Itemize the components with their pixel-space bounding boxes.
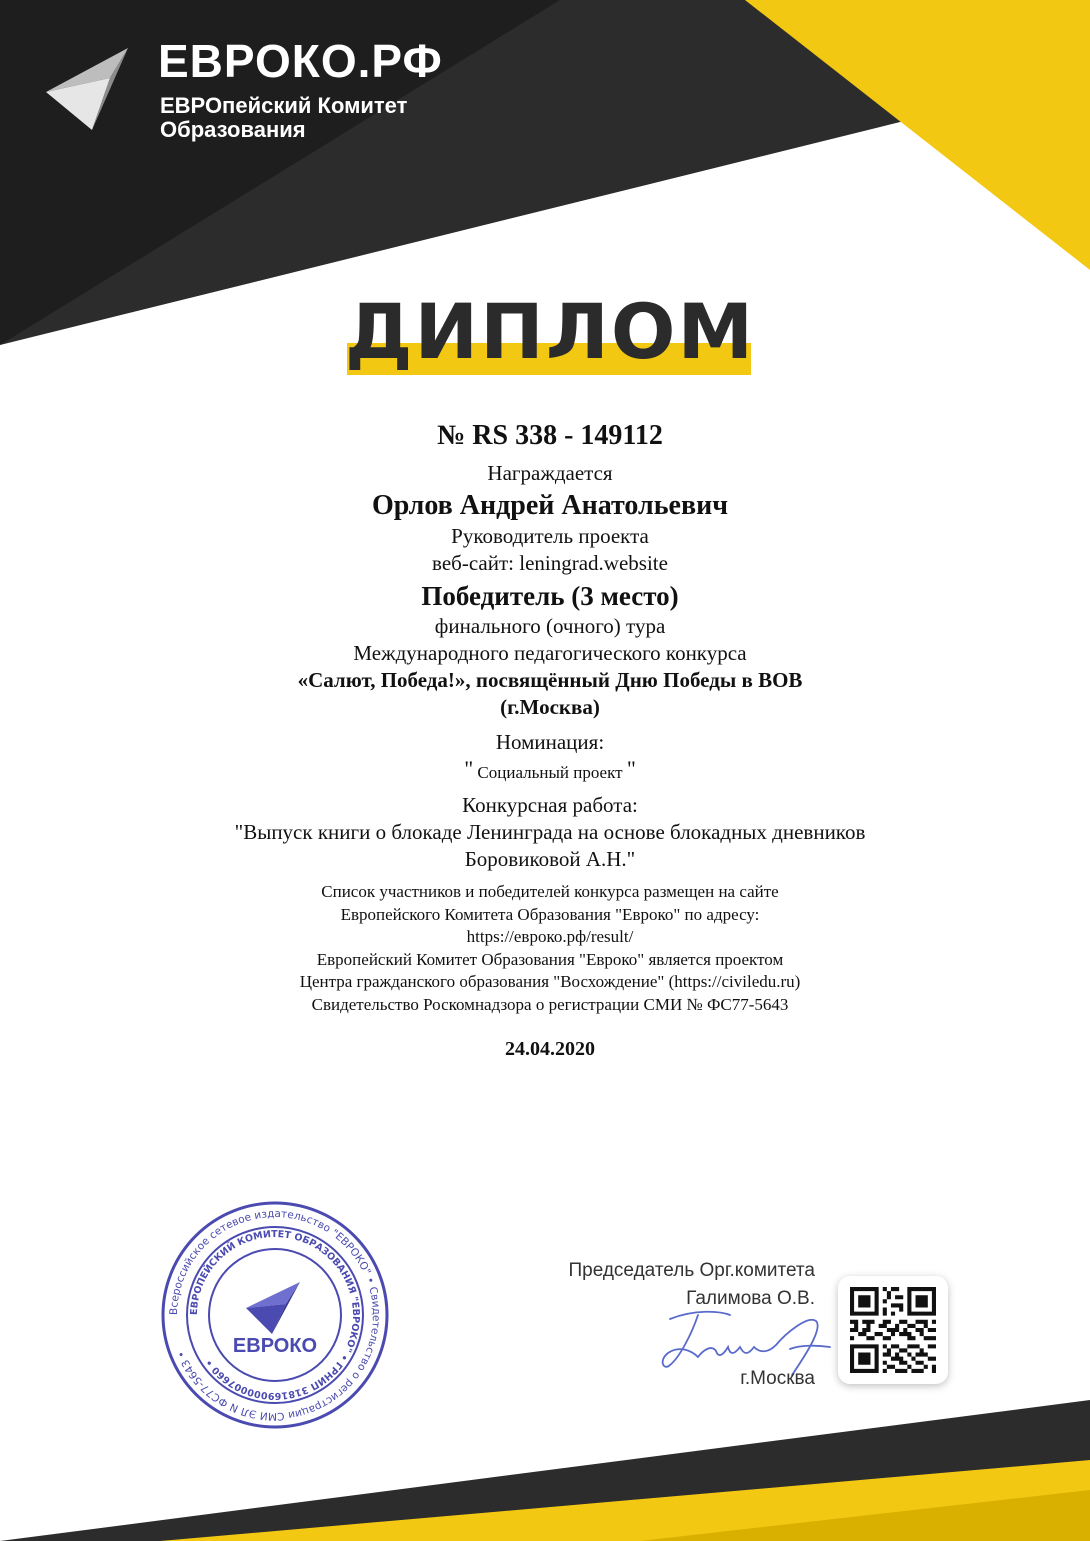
seal-logo-icon xyxy=(246,1282,300,1334)
brand-subtitle-line2: Образования xyxy=(160,117,306,142)
official-seal xyxy=(160,1200,390,1430)
nomination-value: " Социальный проект " xyxy=(464,756,636,782)
recipient-name: Орлов Андрей Анатольевич xyxy=(371,490,729,521)
place-title: Победитель (3 место) xyxy=(421,581,679,611)
work-title-line1: "Выпуск книги о блокаде Ленинграда на основе блокадных дневников xyxy=(234,820,866,844)
info-line: Центра гражданского образования "Восхождение" (https://civiledu.ru) xyxy=(299,972,801,991)
work-title-line2: Боровиковой А.Н." xyxy=(464,847,636,871)
competition-name: «Салют, Победа!», посвящённый Дню Победы в ВОВ xyxy=(297,668,803,692)
brand-subtitle xyxy=(160,94,407,142)
seal-center-text: ЕВРОКО xyxy=(232,1335,318,1357)
qr-code-icon xyxy=(850,1287,936,1373)
signer-position: Председатель Орг.комитета xyxy=(568,1260,815,1281)
diploma-number: № RS 338 - 149112 xyxy=(437,420,663,451)
work-label: Конкурсная работа: xyxy=(462,793,638,817)
diploma-body xyxy=(130,418,970,1061)
competition-type: Международного педагогического конкурса xyxy=(353,641,747,665)
brand-subtitle-line1: ЕВРОпейский Комитет xyxy=(160,93,408,118)
tour-text: финального (очного) тура xyxy=(434,614,666,638)
info-line: Свидетельство Роскомнадзора о регистрации СМИ № ФС77-5643 xyxy=(311,994,789,1014)
brand-title: ЕВРОКО.РФ xyxy=(158,35,443,87)
recipient-role: Руководитель проекта xyxy=(451,524,649,548)
info-line: Список участников и победителей конкурса размещен на сайте xyxy=(321,882,779,901)
signer-name: Галимова О.В. xyxy=(686,1288,815,1309)
seal-ring-outer-text: Всероссийское сетевое издательство "ЕВРОКО" • Свидетельство о регистрации СМИ ЭЛ N ФС77-5643 • xyxy=(167,1207,383,1423)
info-block xyxy=(130,881,970,1016)
info-line: https://евроко.рф/result/ xyxy=(466,927,634,946)
competition-city: (г.Москва) xyxy=(500,695,600,719)
awarded-label: Награждается xyxy=(487,461,613,485)
diploma-date: 24.04.2020 xyxy=(505,1038,595,1060)
signer-city: г.Москва xyxy=(740,1368,815,1389)
recipient-site: веб-сайт: leningrad.website xyxy=(432,551,668,575)
seal-ring-inner-text: ЕВРОПЕЙСКИЙ КОМИТЕТ ОБРАЗОВАНИЯ "ЕВРОКО" • ГРНИП 318169000007660 • xyxy=(188,1228,362,1402)
info-line: Европейский Комитет Образования "Евроко" является проектом xyxy=(316,949,784,969)
nomination-label: Номинация: xyxy=(495,730,605,754)
diploma-title: ДИПЛОМ xyxy=(344,287,756,376)
qr-code-card xyxy=(838,1276,948,1384)
nomination-value-text: Социальный проект xyxy=(477,763,623,782)
info-line: Европейского Комитета Образования "Евроко" по адресу: xyxy=(340,904,760,924)
